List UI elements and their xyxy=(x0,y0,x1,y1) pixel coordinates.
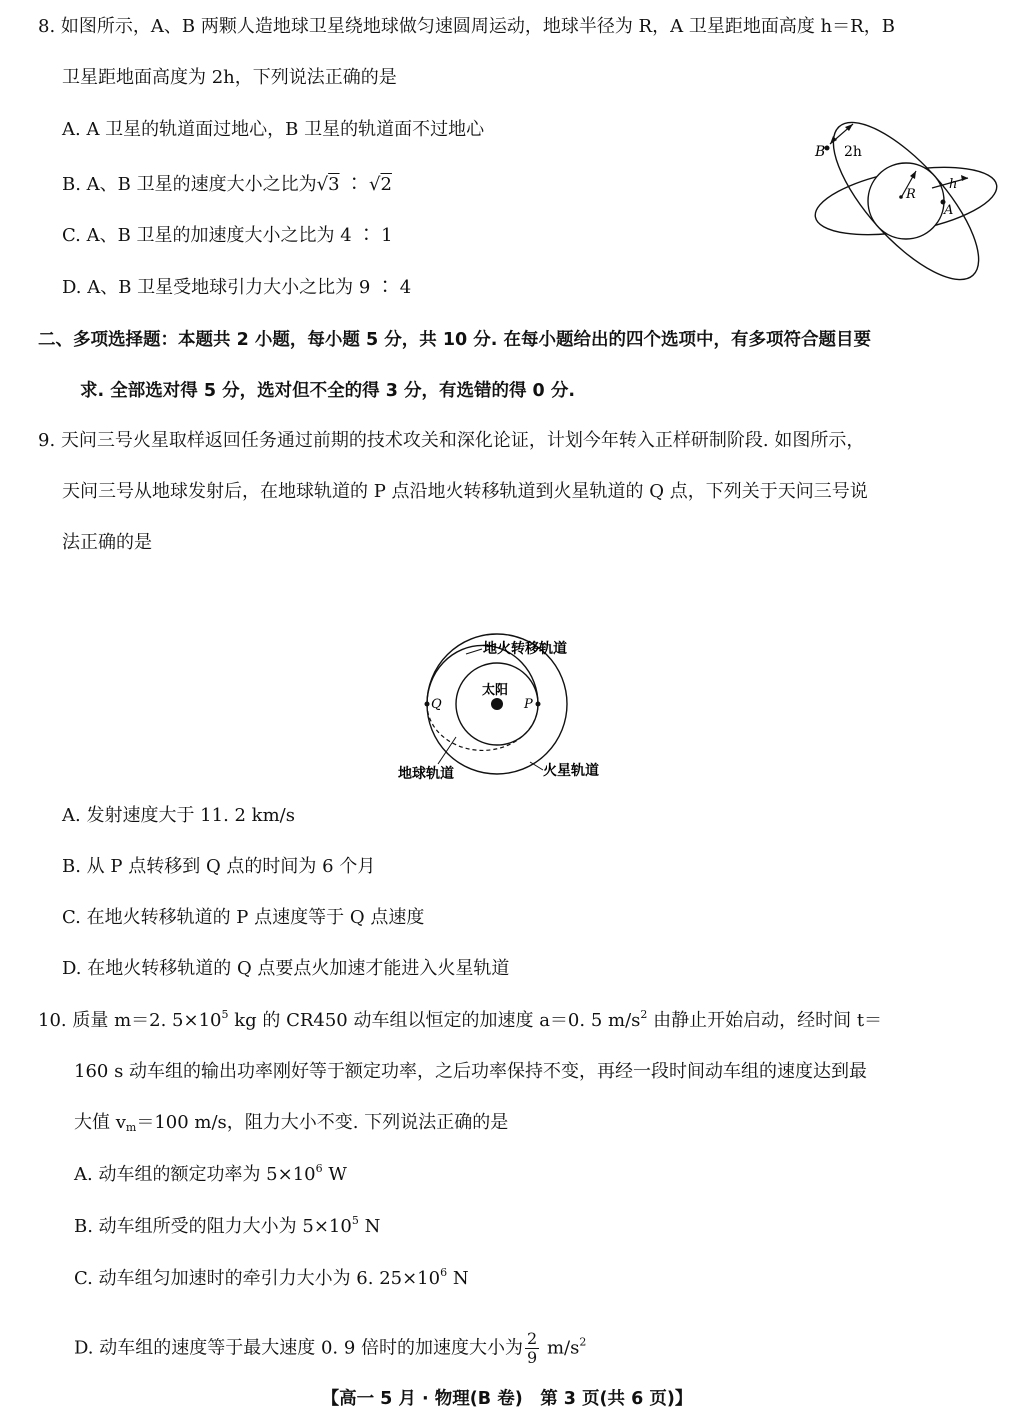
q8-option-b-text: B. A、B 卫星的速度大小之比为 xyxy=(62,174,317,195)
q8-stem-line1: 8. 如图所示，A、B 两颗人造地球卫星绕地球做匀速圆周运动，地球半径为 R，A 卫星距地面高度 h＝R，B xyxy=(38,16,895,37)
q10-option-d-text: D. 动车组的速度等于最大速度 0. 9 倍时的加速度大小为 xyxy=(74,1337,524,1359)
q10-option-c-text: C. 动车组匀加速时的牵引力大小为 6. 25×10 xyxy=(74,1268,441,1289)
q9-stem-line1: 9. 天问三号火星取样返回任务通过前期的技术攻关和深化论证，计划今年转入正样研制阶段. 如图所示， xyxy=(38,430,865,451)
q10-stem-part: ＝100 m/s，阻力大小不变. 下列说法正确的是 xyxy=(136,1112,509,1133)
q8-orbit-diagram xyxy=(806,110,1006,295)
label-sun: 太阳 xyxy=(482,683,509,698)
q8-option-b-radicand1: 3 xyxy=(328,174,340,195)
sqrt-sign: √ xyxy=(369,174,381,195)
transfer-label-leader xyxy=(466,649,482,654)
label-transfer-orbit: 地火转移轨道 xyxy=(483,641,567,657)
label-2h: 2h xyxy=(844,144,862,160)
fraction xyxy=(525,1330,539,1367)
q10-stem-part: 由静止开始启动，经时间 t＝ xyxy=(647,1010,883,1031)
unit: N xyxy=(358,1216,381,1237)
q10-stem-part: kg 的 CR450 动车组以恒定的加速度 a＝0. 5 m/s xyxy=(228,1010,641,1031)
q10-option-b-text: B. 动车组所受的阻力大小为 5×10 xyxy=(74,1216,352,1237)
h-arrowhead xyxy=(961,175,968,181)
mars-label-leader xyxy=(530,762,543,770)
exponent: 6 xyxy=(440,1266,448,1279)
label-a: A xyxy=(944,203,954,218)
q10-stem-line3 xyxy=(74,1110,508,1136)
transfer-orbit-lower xyxy=(427,704,538,750)
label-mars-orbit: 火星轨道 xyxy=(543,763,599,779)
q8-option-d: D. A、B 卫星受地球引力大小之比为 9 ∶ 4 xyxy=(62,277,412,298)
sun-dot xyxy=(491,698,503,710)
exponent: 5 xyxy=(221,1008,229,1021)
page-footer: 【高一 5 月 · 物理(B 卷) 第 3 页(共 6 页)】 xyxy=(321,1389,693,1409)
q10-option-a-text: A. 动车组的额定功率为 5×10 xyxy=(74,1164,316,1185)
exponent: 6 xyxy=(315,1162,323,1175)
q10-option-a xyxy=(74,1162,347,1188)
q9-stem-line3: 法正确的是 xyxy=(62,532,152,553)
label-earth-orbit: 地球轨道 xyxy=(398,766,454,782)
q10-stem-line1 xyxy=(38,1008,882,1034)
q8-stem-line2: 卫星距地面高度为 2h，下列说法正确的是 xyxy=(62,67,397,88)
subscript: m xyxy=(125,1121,137,1134)
earth-label-leader xyxy=(438,737,456,764)
unit: N xyxy=(447,1268,469,1289)
label-b: B xyxy=(815,144,826,160)
q9-option-c: C. 在地火转移轨道的 P 点速度等于 Q 点速度 xyxy=(62,907,425,928)
exponent: 2 xyxy=(640,1008,648,1021)
numerator: 2 xyxy=(527,1329,538,1348)
exponent: 5 xyxy=(351,1214,359,1227)
q9-option-b: B. 从 P 点转移到 Q 点的时间为 6 个月 xyxy=(62,856,376,877)
q10-stem-part: 10. 质量 m＝2. 5×10 xyxy=(38,1010,222,1031)
denominator: 9 xyxy=(527,1348,538,1367)
q10-option-d xyxy=(74,1330,586,1367)
label-q: Q xyxy=(431,697,442,712)
q9-orbit-diagram xyxy=(390,632,630,790)
q9-option-d: D. 在地火转移轨道的 Q 点要点火加速才能进入火星轨道 xyxy=(62,958,510,979)
q10-stem-part: 大值 v xyxy=(74,1112,126,1133)
section2-header-line1: 二、多项选择题：本题共 2 小题，每小题 5 分，共 10 分. 在每小题给出的四个选项中，有多项符合题目要 xyxy=(38,330,871,350)
sqrt-sign: √ xyxy=(316,174,329,195)
label-p: P xyxy=(524,697,533,712)
q10-stem-line2: 160 s 动车组的输出功率刚好等于额定功率，之后功率保持不变，再经一段时间动车组的速度达到最 xyxy=(74,1061,868,1082)
label-r: R xyxy=(906,187,916,202)
q8-option-a: A. A 卫星的轨道面过地心，B 卫星的轨道面不过地心 xyxy=(62,119,485,140)
unit: m/s xyxy=(541,1337,580,1359)
q8-option-c: C. A、B 卫星的加速度大小之比为 4 ∶ 1 xyxy=(62,225,393,246)
q9-stem-line2: 天问三号从地球发射后，在地球轨道的 P 点沿地火转移轨道到火星轨道的 Q 点，下列关于天问三号说 xyxy=(62,481,868,502)
q10-option-b xyxy=(74,1214,380,1240)
exponent: 2 xyxy=(579,1335,587,1349)
q8-option-b-radicand2: 2 xyxy=(380,174,392,195)
q10-option-c xyxy=(74,1266,469,1292)
point-q xyxy=(425,702,430,707)
point-p xyxy=(536,702,541,707)
ratio-sep: ∶ xyxy=(339,174,370,195)
unit: W xyxy=(322,1164,347,1185)
q9-option-a: A. 发射速度大于 11. 2 km/s xyxy=(62,805,295,826)
label-h: h xyxy=(949,177,958,192)
q8-option-b xyxy=(62,172,392,198)
section2-header-line2: 求. 全部选对得 5 分，选对但不全的得 3 分，有选错的得 0 分. xyxy=(80,381,575,401)
